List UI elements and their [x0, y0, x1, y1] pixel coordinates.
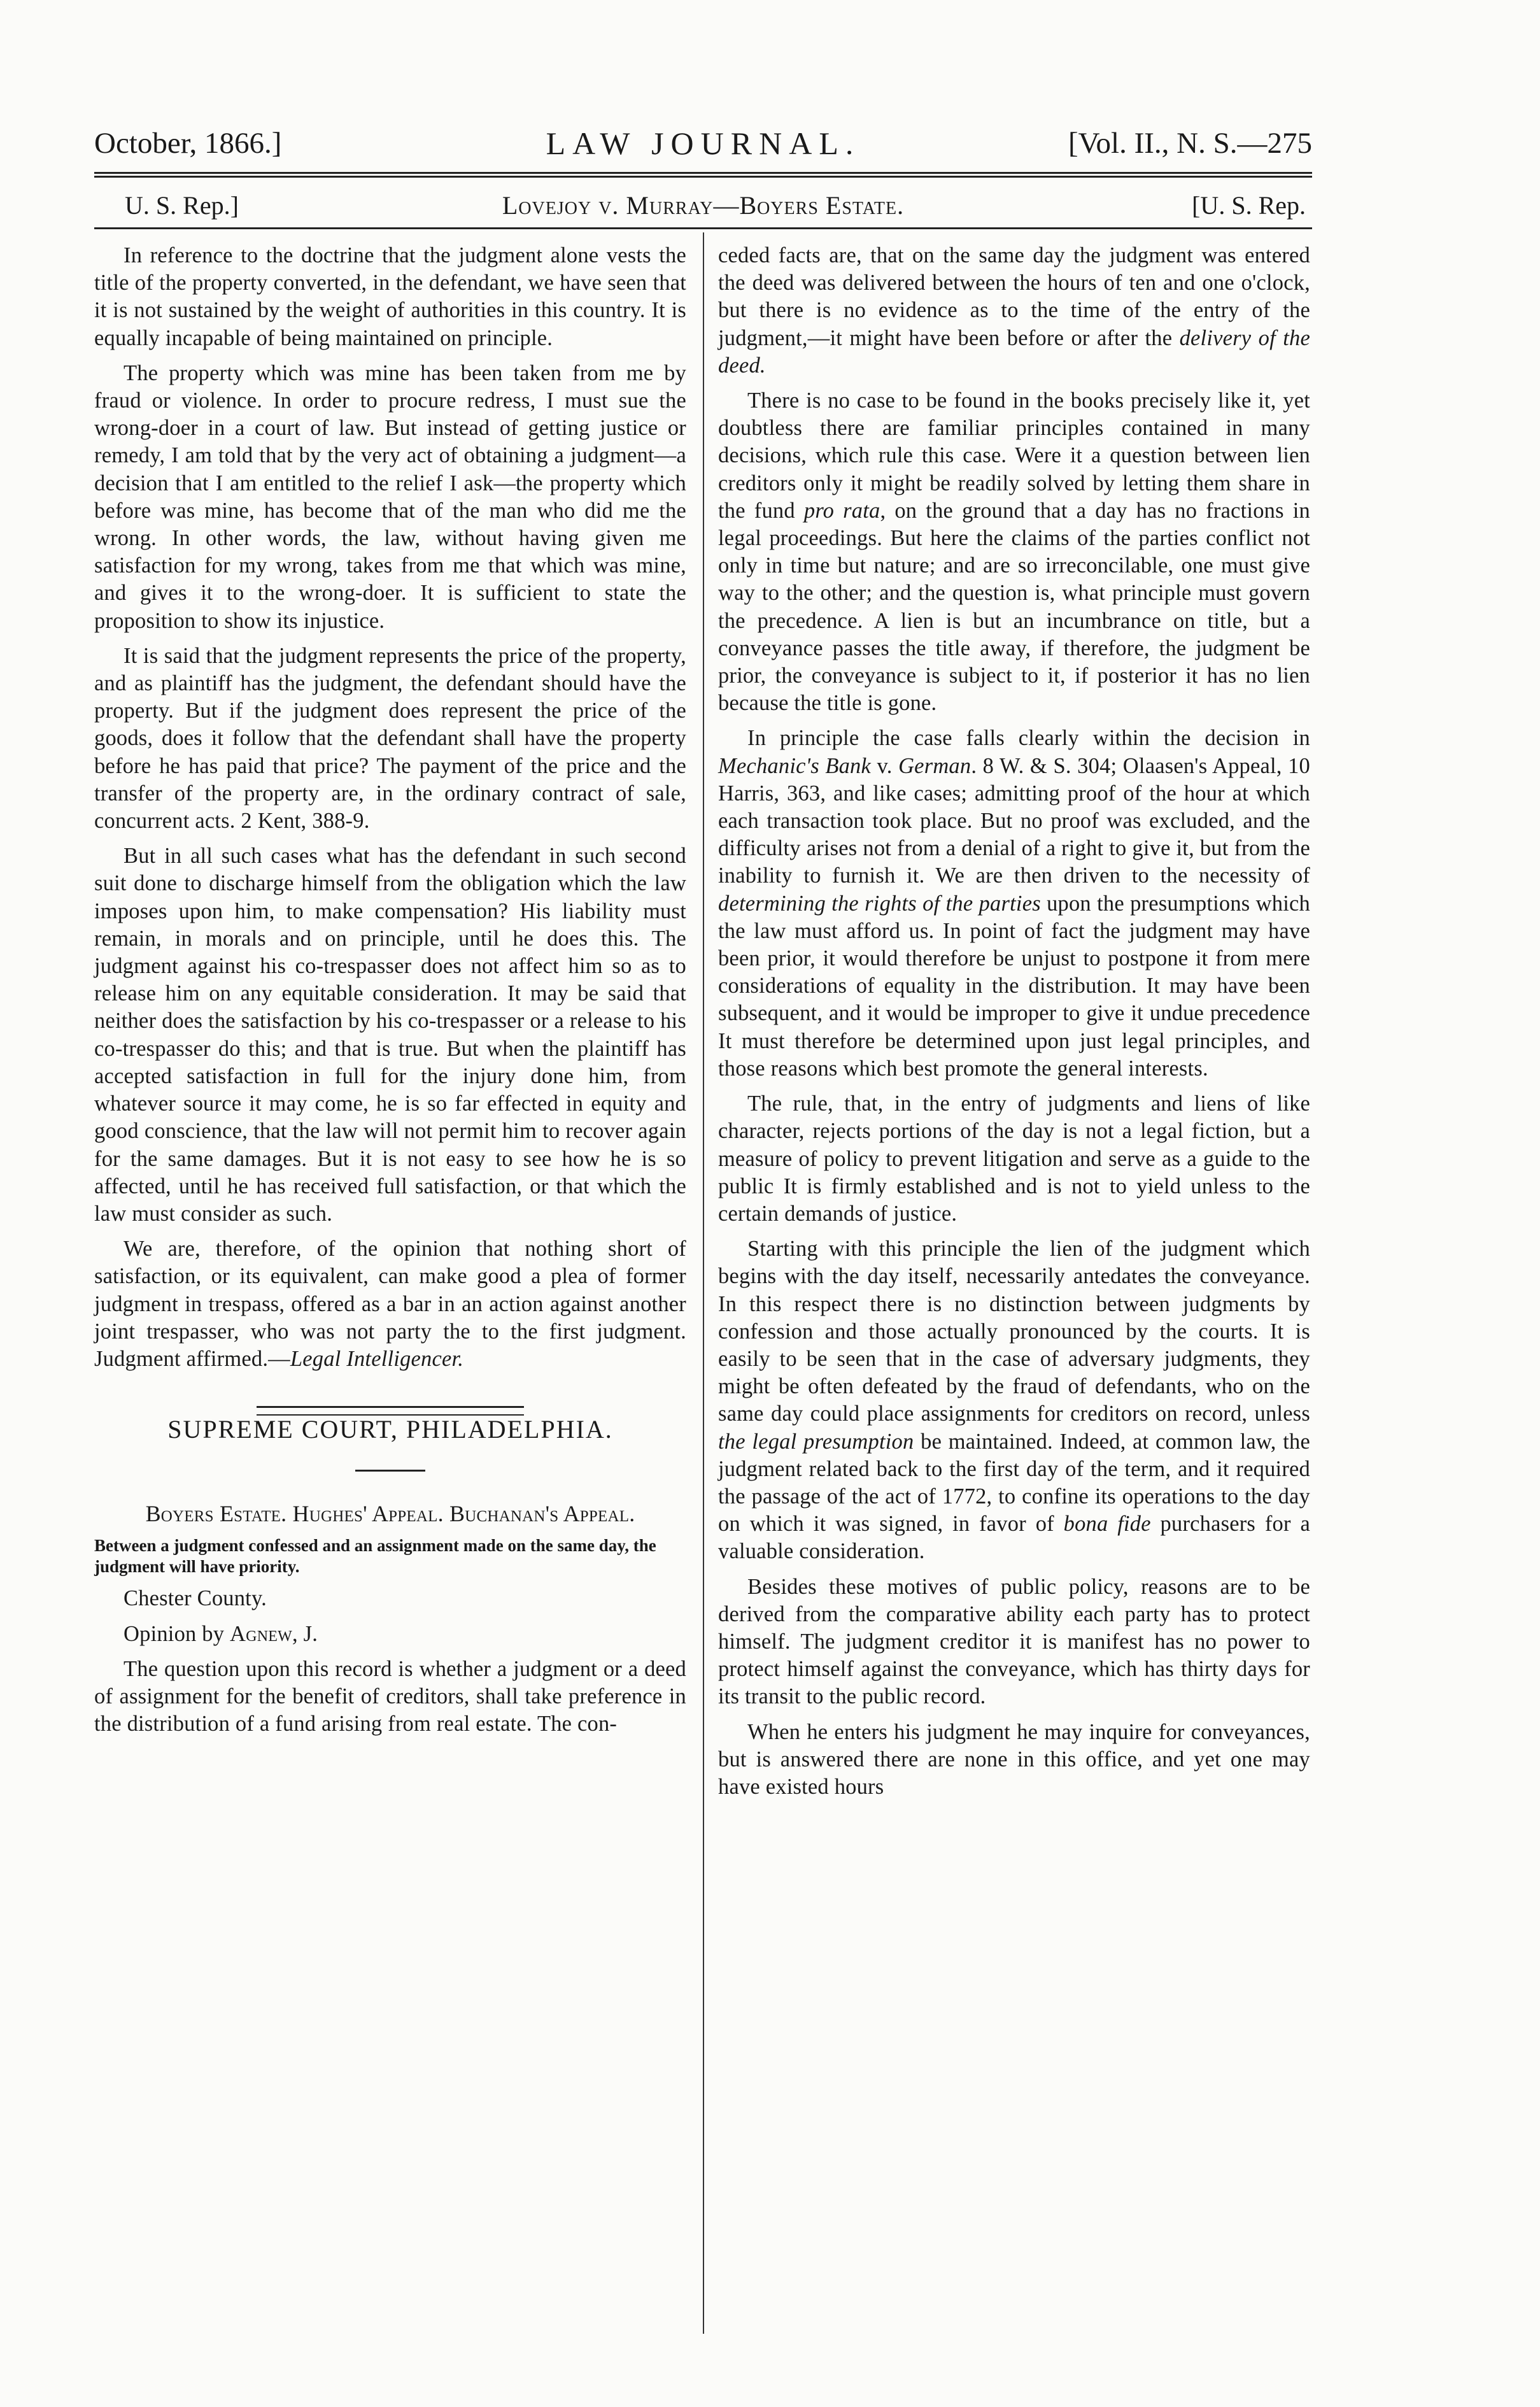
paragraph: The question upon this record is whether a judgment or a deed of assignment for the benefit of creditors, shall take preference in the distribution of a fund arising from real estate. The con-	[94, 1656, 686, 1736]
paragraph-text: Starting with this principle the lien of the judgment which begins with the day itself, necessarily antedates the conveyance. In this respect there is no distinction between judgments by confession and those actually pronounced by the courts. It is easily to be seen that in the case of adversary judgments, they might be often defeated by the fraud of defendants, who on the same day could place assignments for creditors on record, unless	[718, 1237, 1310, 1426]
opinion-by	[94, 1621, 686, 1648]
paragraph	[94, 1235, 686, 1373]
source-citation: Legal Intelligencer.	[290, 1346, 464, 1371]
case-header-rule	[94, 227, 1312, 229]
paragraph-text: be maintained. Indeed, at common law, the judgment related back to the first day of the term, and it required the passage of the act of 1772, to confine its operations to the day on which it was signed, in favor of	[718, 1429, 1310, 1537]
paragraph: It is said that the judgment represents the price of the property, and as plaintiff has the judgment, the defendant should have the property. But if the judgment does represent the price of the goods, does it follow that the defendant shall have the property before he has paid that price? The payment of the price and the transfer of the property are, in the ordinary contract of sale, concurrent acts. 2 Kent, 388-9.	[94, 643, 686, 834]
header-rule	[94, 172, 1312, 178]
paragraph: Besides these motives of public policy, reasons are to be derived from the comparative ability each party has to protect himself. The judgment creditor it is manifest has no power to protect himself against the conveyance, which has thirty days for its transit to the public record.	[718, 1574, 1310, 1709]
italic-text: Mechanic's Bank	[718, 753, 872, 778]
paragraph	[718, 242, 1310, 380]
case-title: Boyers Estate. Hughes' Appeal. Buchanan's Appeal.	[145, 1501, 635, 1527]
paragraph-text: v.	[871, 753, 899, 778]
opinion-label: Opinion by	[124, 1621, 230, 1646]
paragraph: When he enters his judgment he may inquire for conveyances, but is answered there are none in this office, and yet one may have existed hours	[718, 1719, 1310, 1799]
paragraph	[718, 1235, 1310, 1565]
paragraph-text: . 8 W. & S. 304; Olaasen's Appeal, 10 Harris, 363, and like cases; admitting proof of the hour at which each transaction took place. But no proof was excluded, and the difficulty arises not from a denial of a right to give it, but from the inability to furnish it. We are then driven to the necessity of	[718, 753, 1310, 888]
reporter-left: U. S. Rep.]	[125, 191, 239, 220]
paragraph: But in all such cases what has the defendant in such second suit done to discharge himself from the obligation which the law imposes upon him, to make compensation? His liability must remain, in morals and on principle, until he does this. The judgment against his co-trespasser does not affect him so as to release him on any equitable consideration. It may be said that neither does the satisfaction by his co-trespasser or a release to his co-trespasser do this; and that is true. But when the plaintiff has accepted satisfaction in full for the injury done him, from whatever source it may come, he is so far effected in equity and good conscience, that the law will not permit him to recover again for the same damages. But it is not easy to see how he is so affected, until he has received full satisfaction, or that which the law must consider as such.	[94, 844, 686, 1226]
court-title: SUPREME COURT, PHILADELPHIA.	[167, 1415, 613, 1444]
running-head	[94, 121, 1312, 166]
left-column	[94, 242, 686, 1745]
paragraph: The property which was mine has been taken from me by fraud or violence. In order to procure redress, I must sue the wrong-doer in a court of law. But instead of getting justice or remedy, I am told that by the very act of obtaining a judgment—a decision that I am entitled to the relief I ask—the property which before was mine, has become that of the man who did me the wrong. In other words, the law, without having given me satisfaction for my wrong, takes from me that which was mine, and gives it to the wrong-doer. It is sufficient to state the proposition to show its injustice.	[94, 360, 686, 633]
issue-date: October, 1866.]	[94, 127, 282, 160]
case-header	[94, 186, 1312, 225]
paragraph-text: upon the presumptions which the law must afford us. In point of fact the judgment may have been prior, it would therefore be unjust to postpone it from mere considerations of equality in the distribution. It may have been subsequent, and it would be improper to give it undue precedence It must therefore be determined upon just legal principles, and those reasons which best promote the general interests.	[718, 891, 1310, 1081]
right-column	[718, 242, 1310, 1808]
italic-text: bona fide	[1063, 1512, 1151, 1537]
volume-page: [Vol. II., N. S.—275	[1068, 127, 1312, 160]
paragraph: The rule, that, in the entry of judgments and liens of like character, rejects portions of the day is not a legal fiction, but a measure of policy to prevent litigation and serve as a guide to the public It is firmly established and is not to yield unless to the certain demands of justice.	[718, 1091, 1310, 1226]
italic-text: the legal presumption	[718, 1429, 914, 1454]
italic-text: determining the rights of the parties	[718, 891, 1041, 916]
journal-title: LAW JOURNAL.	[546, 125, 861, 161]
paragraph-text: In principle the case falls clearly within the decision in	[747, 726, 1310, 751]
paragraph	[718, 387, 1310, 717]
paragraph: In reference to the doctrine that the judgment alone vests the title of the property converted, in the defendant, we have seen that it is not sustained by the weight of authorities in this country. It is equally incapable of being maintained on principle.	[94, 243, 686, 350]
paragraph-text: purchasers for a valuable consideration.	[718, 1512, 1310, 1564]
paragraph	[718, 725, 1310, 1083]
paragraph-text: ceded facts are, that on the same day the judgment was entered the deed was delivered between the hours of ten and one o'clock, but there is no evidence as to the time of the entry of the judgment,—it might have been before or after the	[718, 243, 1310, 350]
case-names: Lovejoy v. Murray—Boyers Estate.	[502, 191, 905, 220]
paragraph-text: , on the ground that a day has no fractions in legal proceedings. But here the claims of the parties conflict not only in time but nature; and are so irreconcilable, one must give way to the other; and the question is, what principle must govern the precedence. A lien is but an incumbrance on title, but a conveyance passes the title away, if therefore, the judgment be prior, the conveyance is subject to it, if posterior it has no lien because the title is gone.	[718, 498, 1311, 716]
paragraph-text: We are, therefore, of the opinion that nothing short of satisfaction, or its equivalent, can make good a plea of former judgment in trespass, offered as a bar in an action against another joint trespasser, who was not party the to the first judgment. Judgment affirmed.—	[94, 1237, 686, 1371]
italic-text: pro rata	[803, 498, 880, 523]
section-divider	[257, 1406, 524, 1416]
syllabus: Between a judgment confessed and an assignment made on the same day, the judgment will have priority.	[94, 1536, 656, 1577]
reporter-right: [U. S. Rep.	[1192, 191, 1306, 220]
county: Chester County.	[124, 1586, 267, 1611]
italic-text: German	[898, 753, 971, 778]
column-divider	[703, 232, 704, 2334]
short-divider	[355, 1470, 425, 1472]
judge-name: Agnew, J.	[230, 1621, 318, 1646]
italic-text: delivery of the deed.	[718, 325, 1310, 378]
paragraph-text: There is no case to be found in the books precisely like it, yet doubtless there are familiar principles contained in many decisions, which rule this case. Were it a question between lien creditors only it might be readily solved by letting them share in the fund	[718, 388, 1310, 523]
